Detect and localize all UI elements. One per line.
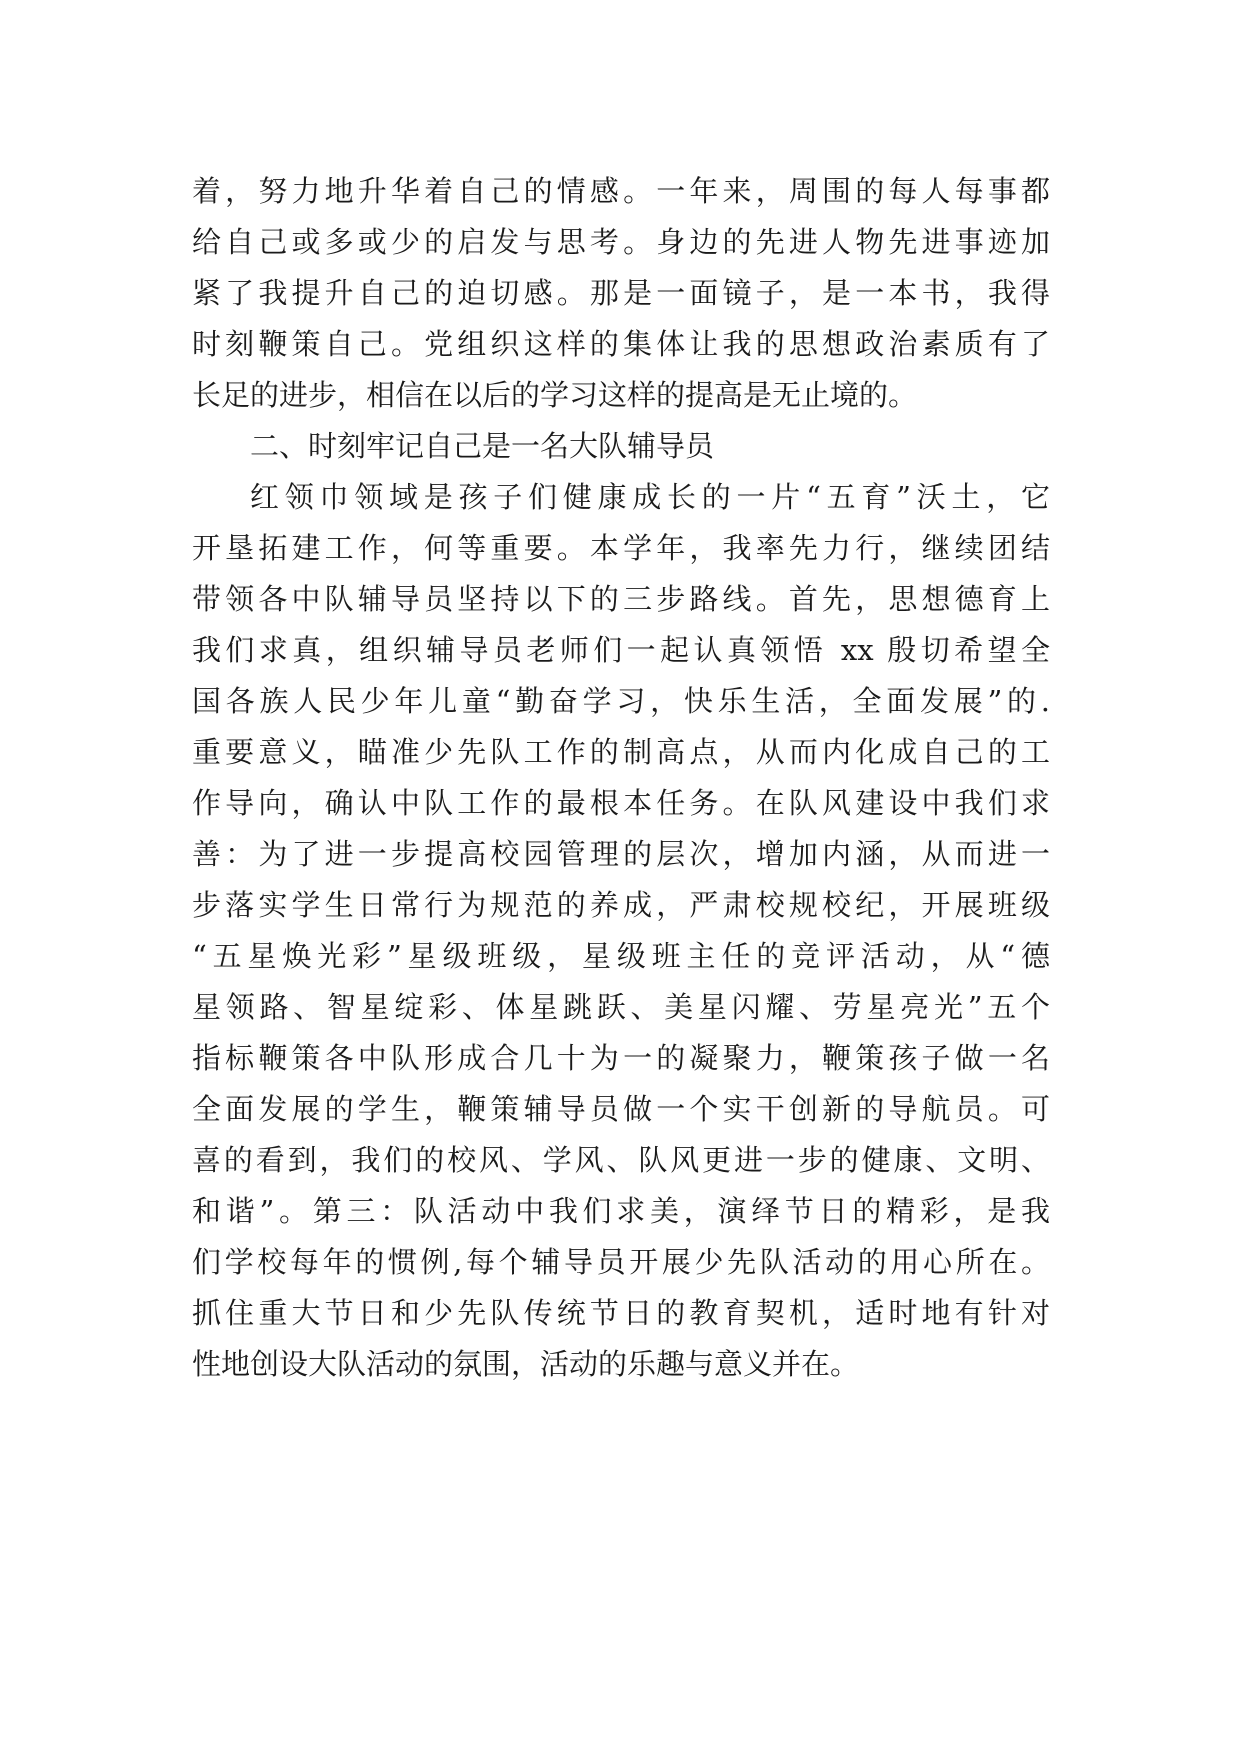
text-line: 国各族人民少年儿童“勤奋学习，快乐生活，全面发展”的. — [192, 684, 1050, 718]
text-line: 时刻鞭策自己。党组织这样的集体让我的思想政治素质有了 — [192, 327, 1050, 361]
text-line: 带领各中队辅导员坚持以下的三步路线。首先，思想德育上 — [192, 582, 1050, 616]
text-line: 紧了我提升自己的迫切感。那是一面镜子，是一本书，我得 — [192, 276, 1050, 310]
text-line: 红领巾领域是孩子们健康成长的一片“五育”沃土，它 — [250, 480, 1050, 514]
paragraph-young-pioneers-work — [192, 472, 1050, 1390]
section-heading: 二、时刻牢记自己是一名大队辅导员 — [250, 429, 715, 463]
text-line: 善：为了进一步提高校园管理的层次，增加内涵，从而进一 — [192, 837, 1050, 871]
text-line: 和谐”。第三：队活动中我们求美，演绎节日的精彩，是我 — [192, 1194, 1050, 1228]
text-line: 星领路、智星绽彩、体星跳跃、美星闪耀、劳星亮光”五个 — [192, 990, 1050, 1024]
text-line: 们学校每年的惯例,每个辅导员开展少先队活动的用心所在。 — [192, 1245, 1050, 1279]
text-line: 指标鞭策各中队形成合几十为一的凝聚力，鞭策孩子做一名 — [192, 1041, 1050, 1075]
paragraph-continuation — [192, 166, 1050, 421]
text-line: 作导向，确认中队工作的最根本任务。在队风建设中我们求 — [192, 786, 1050, 820]
text-line: “五星焕光彩”星级班级，星级班主任的竞评活动，从“德 — [192, 939, 1050, 973]
document-body — [192, 166, 1050, 1390]
text-line: 抓住重大节日和少先队传统节日的教育契机，适时地有针对 — [192, 1296, 1050, 1330]
text-line: 喜的看到，我们的校风、学风、队风更进一步的健康、文明、 — [192, 1143, 1050, 1177]
text-line: 长足的进步，相信在以后的学习这样的提高是无止境的。 — [192, 378, 918, 412]
text-line: 重要意义，瞄准少先队工作的制高点，从而内化成自己的工 — [192, 735, 1050, 769]
text-line: 着，努力地升华着自己的情感。一年来，周围的每人每事都 — [192, 174, 1050, 208]
text-line: 开垦拓建工作，何等重要。本学年，我率先力行，继续团结 — [192, 531, 1050, 565]
text-line: 步落实学生日常行为规范的养成，严肃校规校纪，开展班级 — [192, 888, 1050, 922]
text-line: 给自己或多或少的启发与思考。身边的先进人物先进事迹加 — [192, 225, 1050, 259]
text-line: 性地创设大队活动的氛围，活动的乐趣与意义并在。 — [192, 1347, 860, 1381]
text-line: 我们求真，组织辅导员老师们一起认真领悟 xx 殷切希望全 — [192, 633, 1050, 667]
text-line: 全面发展的学生，鞭策辅导员做一个实干创新的导航员。可 — [192, 1092, 1050, 1126]
